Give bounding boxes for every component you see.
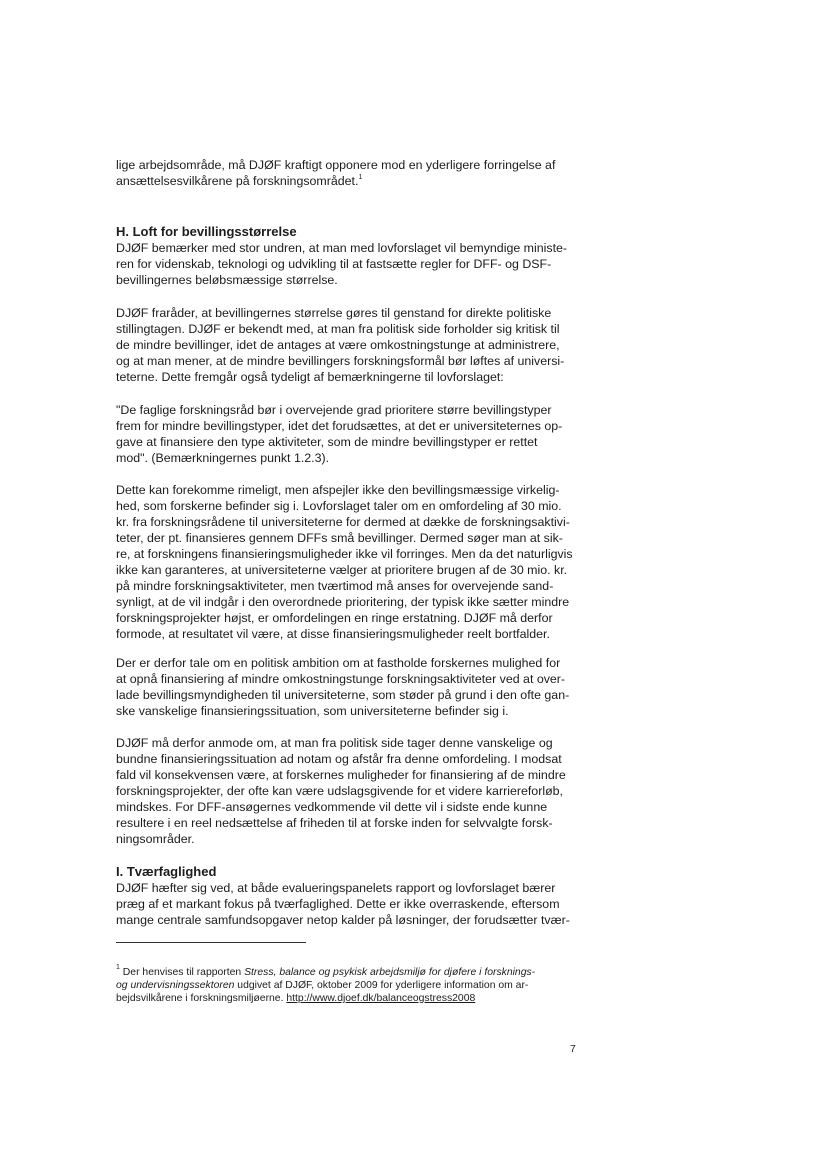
text-line: teter, der pt. finansieres gennem DFFs små bevillinger. Dermed søger man at sik- [116,531,563,545]
text-line: DJØF bemærker med stor undren, at man med lovforslaget vil bemyndige ministe- [116,241,568,255]
text-line: ikke kan garanteres, at universiteterne vælger at prioritere brugen af de 30 mio. kr. [116,563,568,577]
page-number: 7 [570,1043,576,1055]
text-line: ren for videnskab, teknologi og udvikling til at fastsætte regler for DFF- og DSF- [116,257,552,271]
text-line: lige arbejdsområde, må DJØF kraftigt opponere mod en yderligere forringelse af [116,158,556,172]
text-line: formode, at resultatet vil være, at disse finansieringsmuligheder reelt bortfalder. [116,627,550,641]
section-i-heading: I. Tværfaglighed [116,864,217,879]
text-line: bevillingernes beløbsmæssige størrelse. [116,273,338,287]
text-line: stillingtagen. DJØF er bekendt med, at man fra politisk side forholder sig kritisk til [116,322,560,336]
footnote-number: 1 [116,964,120,971]
text-line: mange centrale samfundsopgaver netop kalder på løsninger, der forudsætter tvær- [116,913,570,927]
text-line: DJØF må derfor anmode om, at man fra politisk side tager denne vanskelige og [116,736,553,750]
text-line: forskningsprojekter højst, er omfordelingen en ringe erstatning. DJØF må derfor [116,611,553,625]
text-line: synligt, at de vil indgår i den overordnede prioritering, der typisk ikke sætter mindre [116,595,570,609]
text-line: DJØF fraråder, at bevillingernes størrelse gøres til genstand for direkte politiske [116,306,552,320]
text-line: bundne finansieringssituation ad notam og afstår fra denne omfordeling. I modsat [116,752,562,766]
text-line: DJØF hæfter sig ved, at både evalueringspanelets rapport og lovforslaget bærer [116,881,556,895]
text-line: at opnå finansiering af mindre omkostningstunge forskningsaktiviteter ved at over- [116,672,566,686]
text-line: præg af et markant fokus på tværfaglighed. Dette er ikke overraskende, eftersom [116,897,560,911]
text-line: re, at forskningens finansieringsmuligheder ikke vil forringes. Men da det naturligvis [116,547,573,561]
text-line: lade bevillingsmyndigheden til universiteterne, som støder på grund i den ofte gan- [116,688,570,702]
text-line: på mindre forskningsaktiviteter, men tværtimod må anses for overvejende sand- [116,579,554,593]
text-line: kr. fra forskningsrådene til universiteterne for dermed at dække de forskningsaktivi- [116,515,570,529]
footnote-line: og undervisningssektoren udgivet af DJØF, oktober 2009 for yderligere information om ar- [116,980,529,991]
text-line: hed, som forskerne befinder sig i. Lovforslaget taler om en omfordeling af 30 mio. [116,499,562,513]
text-line: mindskes. For DFF-ansøgernes vedkommende vil dette vil i sidste ende kunne [116,800,548,814]
text-line: Dette kan forekomme rimeligt, men afspejler ikke den bevillingsmæssige virkelig- [116,483,560,497]
text-line: og at man mener, at de mindre bevillingers forskningsformål bør løftes af universi- [116,354,565,368]
report-title-cont: og undervisningssektoren [116,980,235,991]
text-line: teterne. Dette fremgår også tydeligt af bemærkningerne til lovforslaget: [116,370,504,384]
footnote-link[interactable]: http://www.djoef.dk/balanceogstress2008 [286,993,476,1004]
footnote-line: $^1$ Der henvises til rapporten Stress, balance og psykisk arbejdsmiljø for djøfere i forsknings- [116,964,536,978]
text-line: forskningsprojekter, der ofte kan være udslagsgivende for et videre karriereforløb, [116,784,563,798]
text-line: frem for mindre bevillingstyper, idet det forudsættes, at det er universiteternes op- [116,419,563,433]
text-line: ningsområder. [116,832,195,846]
footnote-separator [116,942,306,943]
text-line: "De faglige forskningsråd bør i overvejende grad prioritere større bevillingstyper [116,403,552,417]
text-line: mod". (Bemærkningernes punkt 1.2.3). [116,451,330,465]
text-line: de mindre bevillinger, idet de antages at være omkostningstunge at administrere, [116,338,560,352]
text-line: fald vil konsekvensen være, at forskernes muligheder for finansiering af de mindre [116,768,566,782]
text-line: ske vanskelige finansieringssituation, som universiteterne befinder sig i. [116,704,509,718]
text-line: resultere i en reel nedsættelse af friheden til at forske inden for selvvalgte forsk- [116,816,553,830]
text-line: ansættelsesvilkårene på forskningsområdet.$^1$ [116,174,363,188]
text-line: Der er derfor tale om en politisk ambition om at fastholde forskernes mulighed for [116,656,561,670]
section-h-heading: H. Loft for bevillingsstørrelse [116,224,297,239]
report-title: Stress, balance og psykisk arbejdsmiljø for djøfere i forsknings- [244,967,536,978]
footnote-reference[interactable]: 1 [358,174,363,181]
text-line: gave at finansiere den type aktiviteter, som de mindre bevillingstyper er rettet [116,435,538,449]
footnote-line: bejdsvilkårene i forskningsmiljøerne. http://www.djoef.dk/balanceogstress2008 [116,993,476,1004]
